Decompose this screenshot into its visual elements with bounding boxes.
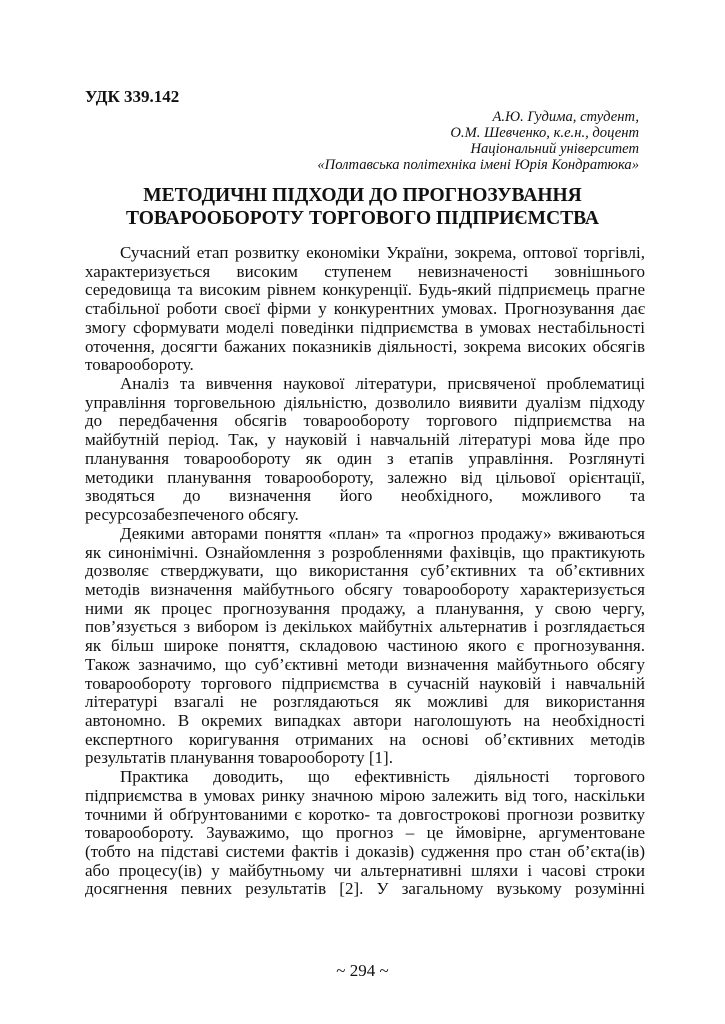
text-line: Сучасний етап розвитку економіки України, зокрема, оптової торгівлі,	[120, 243, 645, 262]
article-title	[60, 184, 665, 230]
text-line: ресурсозабезпеченого обсягу.	[85, 505, 299, 525]
text-line: підприємства в умовах ринку значною мірою залежить від того, наскільки	[85, 785, 645, 805]
udk-code: УДК 339.142	[85, 87, 180, 106]
text-line: середовища та високим рівнем конкуренції. Будь-який підприємець прагне	[85, 280, 645, 300]
text-line: планування товарообороту як один з етапів управління. Розглянуті	[85, 448, 645, 468]
author-2: О.М. Шевченко, к.е.н., доцент	[450, 125, 639, 141]
text-line: управління торговельною діяльністю, дозволило виявити дуалізм підходу	[85, 392, 645, 412]
paragraph	[85, 525, 645, 768]
paragraph	[85, 768, 645, 899]
text-line: експертного коригування отриманих на основі об’єктивних методів	[85, 729, 645, 749]
text-line: до передбачення обсягів товарообороту торгового підприємства на	[85, 411, 645, 431]
text-line: дозволяє стверджувати, що використання суб’єктивних та об’єктивних	[85, 561, 645, 581]
text-line: пов’язується з вибором із декількох майбутніх альтернатив і розглядається	[85, 617, 645, 637]
paragraph	[85, 375, 645, 525]
paragraph	[85, 244, 645, 375]
page-number: ~ 294 ~	[336, 961, 389, 980]
affiliation-line-2: «Полтавська політехніка імені Юрія Кондратюка»	[317, 157, 639, 173]
title-line: МЕТОДИЧНІ ПІДХОДИ ДО ПРОГНОЗУВАННЯ	[143, 185, 582, 206]
text-line: Також зазначимо, що суб’єктивні методи визначення майбутнього обсягу	[85, 654, 645, 674]
text-line: товарообороту торгового підприємства в сучасній науковій і навчальній	[85, 673, 645, 693]
text-line: автономно. В окремих випадках автори наголошують на необхідності	[85, 710, 645, 730]
text-line: як більш широке поняття, складовою частиною якого є прогнозування.	[85, 636, 645, 656]
affiliation-line-1: Національний університет	[470, 141, 639, 157]
text-line: характеризується високим ступенем невизначеності зовнішнього	[85, 261, 645, 281]
text-line: оточення, досягти бажаних показників діяльності, зокрема високих обсягів	[85, 336, 645, 356]
text-line: майбутній період. Так, у науковій і навчальній літературі мова йде про	[85, 430, 645, 450]
text-line: досягнення певних результатів [2]. У загальному вузькому розумінні	[85, 879, 645, 899]
text-line: стабільної роботи своєї фірми у конкурентних умовах. Прогнозування дає	[85, 299, 645, 319]
text-line: Аналіз та вивчення наукової літератури, присвяченої проблематиці	[120, 374, 645, 394]
text-line: методів визначення майбутнього обсягу товарообороту характеризується	[85, 579, 645, 599]
title-line: ТОВАРООБОРОТУ ТОРГОВОГО ПІДПРИЄМСТВА	[125, 208, 600, 229]
text-line: літературі взагалі не розглядаються як можливі для використання	[85, 692, 645, 712]
author-block	[317, 109, 639, 173]
text-line: товарообороту. Зауважимо, що прогноз – це ймовірне, аргументоване	[85, 823, 645, 843]
text-line: як синонімічні. Ознайомлення з розробленнями фахівців, що практикують	[85, 542, 645, 562]
text-line: (тобто на підставі системи фактів і доказів) судження про стан об’єкта(ів)	[85, 842, 645, 861]
text-line: товарообороту.	[85, 355, 194, 375]
text-line: Практика доводить, що ефективність діяльності торгового	[120, 767, 645, 787]
text-line: точними й обґрунтованими є коротко- та довгострокові прогнози розвитку	[85, 804, 645, 824]
text-line: зводяться до визначення його необхідного, можливого та	[85, 486, 645, 506]
author-1: А.Ю. Гудима, студент,	[492, 109, 639, 125]
text-line: Деякими авторами поняття «план» та «прогноз продажу» вживаються	[120, 523, 645, 543]
text-line: ними як процес прогнозування продажу, а планування, у свою чергу,	[85, 598, 645, 618]
text-line: результатів планування товарообороту [1].	[85, 748, 393, 768]
article-body	[85, 244, 645, 899]
text-line: або процесу(ів) у майбутньому чи альтернативні шляхи і часові строки	[85, 860, 645, 880]
text-line: змогу сформувати моделі поведінки підприємства в умовах нестабільності	[85, 317, 645, 337]
text-line: методики планування товарообороту, залежно від цільової орієнтації,	[85, 467, 645, 487]
